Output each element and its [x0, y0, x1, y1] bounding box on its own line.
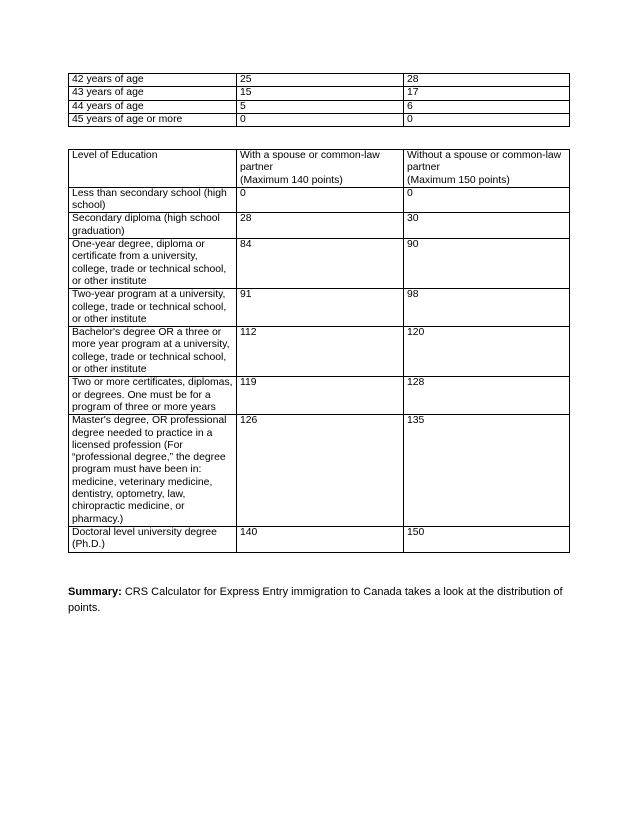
- table-row: [69, 239, 570, 289]
- table-cell: 90: [404, 239, 570, 289]
- table-cell: 128: [404, 377, 570, 415]
- summary-text: CRS Calculator for Express Entry immigration to Canada takes a look at the distribution of points.: [68, 586, 563, 614]
- table-row: [69, 87, 570, 100]
- table-row: [69, 100, 570, 113]
- table-cell: 0: [237, 113, 404, 126]
- table-row: [69, 377, 570, 415]
- table-cell: 84: [237, 239, 404, 289]
- education-points-table: [68, 149, 570, 553]
- table-cell: Secondary diploma (high school graduation): [69, 213, 237, 239]
- table-cell: 150: [404, 526, 570, 552]
- table-cell: 28: [237, 213, 404, 239]
- table-cell: Master's degree, OR professional degree needed to practice in a licensed profession (For “professional degree,” the degree program must have been in: medicine, veterinary medicine, dentistry, optometry, law, chiropractic medicine, or pharmacy.): [69, 415, 237, 527]
- table-cell: Less than secondary school (high school): [69, 187, 237, 213]
- table-cell: 30: [404, 213, 570, 239]
- column-header-level: Level of Education: [69, 150, 237, 188]
- table-cell: 112: [237, 327, 404, 377]
- summary-paragraph: [68, 584, 573, 616]
- table-row: [69, 327, 570, 377]
- table-cell: 0: [404, 113, 570, 126]
- table-row: [69, 113, 570, 126]
- table-cell: 119: [237, 377, 404, 415]
- table-cell: 0: [404, 187, 570, 213]
- table-cell: 120: [404, 327, 570, 377]
- table-row: [69, 415, 570, 527]
- table-cell: 135: [404, 415, 570, 527]
- table-cell: 6: [404, 100, 570, 113]
- table-cell: 15: [237, 87, 404, 100]
- table-row: [69, 213, 570, 239]
- table-cell: 0: [237, 187, 404, 213]
- table-cell: Doctoral level university degree (Ph.D.): [69, 526, 237, 552]
- column-header-with-spouse: With a spouse or common-law partner (Maximum 140 points): [237, 150, 404, 188]
- table-cell: 45 years of age or more: [69, 113, 237, 126]
- table-cell: 44 years of age: [69, 100, 237, 113]
- table-cell: One-year degree, diploma or certificate from a university, college, trade or technical school, or other institute: [69, 239, 237, 289]
- table-cell: 25: [237, 74, 404, 87]
- table-cell: 42 years of age: [69, 74, 237, 87]
- table-cell: 91: [237, 289, 404, 327]
- age-points-table: [68, 73, 570, 127]
- table-cell: 126: [237, 415, 404, 527]
- table-row: [69, 289, 570, 327]
- table-row: [69, 187, 570, 213]
- table-cell: Bachelor's degree OR a three or more year program at a university, college, trade or technical school, or other institute: [69, 327, 237, 377]
- table-cell: 28: [404, 74, 570, 87]
- column-header-without-spouse: Without a spouse or common-law partner (Maximum 150 points): [404, 150, 570, 188]
- table-cell: 98: [404, 289, 570, 327]
- table-row: [69, 74, 570, 87]
- table-cell: 17: [404, 87, 570, 100]
- table-row: [69, 526, 570, 552]
- table-cell: 5: [237, 100, 404, 113]
- table-cell: Two-year program at a university, college, trade or technical school, or other institute: [69, 289, 237, 327]
- table-cell: 43 years of age: [69, 87, 237, 100]
- table-cell: Two or more certificates, diplomas, or degrees. One must be for a program of three or more years: [69, 377, 237, 415]
- table-header-row: [69, 150, 570, 188]
- summary-label: Summary:: [68, 586, 122, 598]
- table-cell: 140: [237, 526, 404, 552]
